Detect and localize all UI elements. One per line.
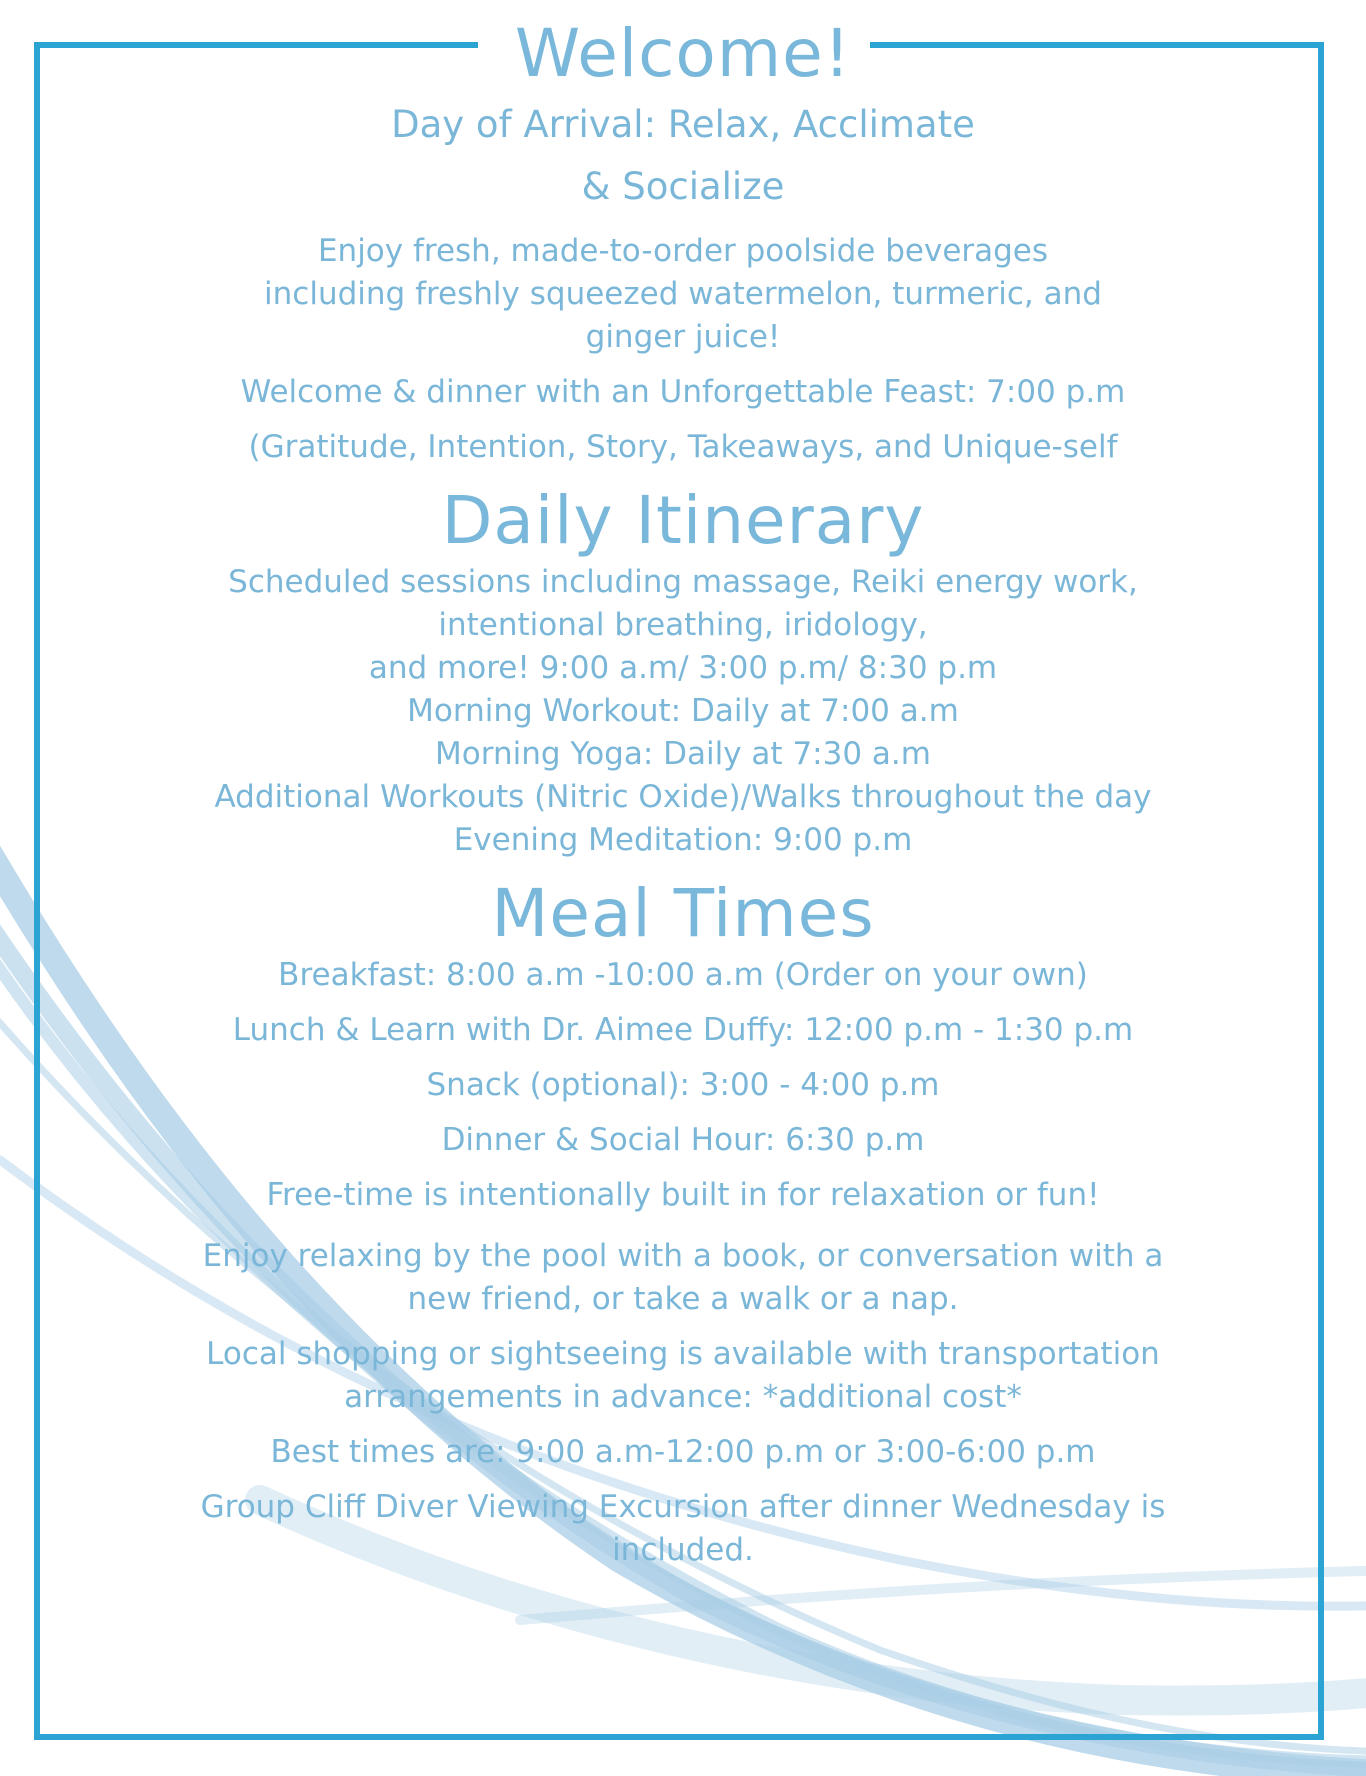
beverages-line-1: Enjoy fresh, made-to-order poolside beverages	[317, 233, 1049, 269]
itinerary-line: intentional breathing, iridology,	[438, 607, 928, 643]
beverages-line-3: ginger juice!	[585, 319, 781, 355]
itinerary-line: Scheduled sessions including massage, Reiki energy work,	[228, 564, 1138, 600]
meal-dinner: Dinner & Social Hour: 6:30 p.m	[441, 1122, 925, 1158]
best-times: Best times are: 9:00 a.m-12:00 p.m or 3:00-6:00 p.m	[270, 1434, 1096, 1470]
beverages-line-2: including freshly squeezed watermelon, turmeric, and	[264, 276, 1102, 312]
flyer-content	[60, 0, 1306, 1572]
relax-line-2: new friend, or take a walk or a nap.	[407, 1281, 959, 1317]
itinerary-line: and more! 9:00 a.m/ 3:00 p.m/ 8:30 p.m	[368, 650, 998, 686]
shopping-line-1: Local shopping or sightseeing is available with transportation	[206, 1336, 1160, 1372]
excursion-line-2: included.	[612, 1532, 754, 1568]
shopping-line-2: arrangements in advance: *additional cost*	[344, 1379, 1022, 1415]
itinerary-line: Additional Workouts (Nitric Oxide)/Walks throughout the day	[214, 779, 1152, 815]
meal-lunch: Lunch & Learn with Dr. Aimee Duffy: 12:00 p.m - 1:30 p.m	[232, 1012, 1134, 1048]
welcome-title: Welcome!	[514, 15, 852, 92]
meal-times-title: Meal Times	[491, 875, 875, 952]
arrival-subtitle-line-2: & Socialize	[581, 165, 785, 208]
excursion-line-1: Group Cliff Diver Viewing Excursion after dinner Wednesday is	[200, 1489, 1166, 1525]
itinerary-line: Morning Workout: Daily at 7:00 a.m	[407, 693, 959, 729]
relax-line-1: Enjoy relaxing by the pool with a book, or conversation with a	[202, 1238, 1164, 1274]
gist-note: (Gratitude, Intention, Story, Takeaways, and Unique-self	[248, 429, 1118, 465]
itinerary-line: Evening Meditation: 9:00 p.m	[453, 822, 913, 858]
meal-snack: Snack (optional): 3:00 - 4:00 p.m	[426, 1067, 940, 1103]
itinerary-line: Morning Yoga: Daily at 7:30 a.m	[435, 736, 931, 772]
arrival-subtitle-line-1: Day of Arrival: Relax, Acclimate	[391, 103, 975, 146]
free-time-note: Free-time is intentionally built in for relaxation or fun!	[266, 1177, 1100, 1213]
welcome-dinner: Welcome & dinner with an Unforgettable Feast: 7:00 p.m	[240, 374, 1126, 410]
meal-breakfast: Breakfast: 8:00 a.m -10:00 a.m (Order on your own)	[278, 957, 1088, 993]
itinerary-title: Daily Itinerary	[441, 482, 925, 559]
